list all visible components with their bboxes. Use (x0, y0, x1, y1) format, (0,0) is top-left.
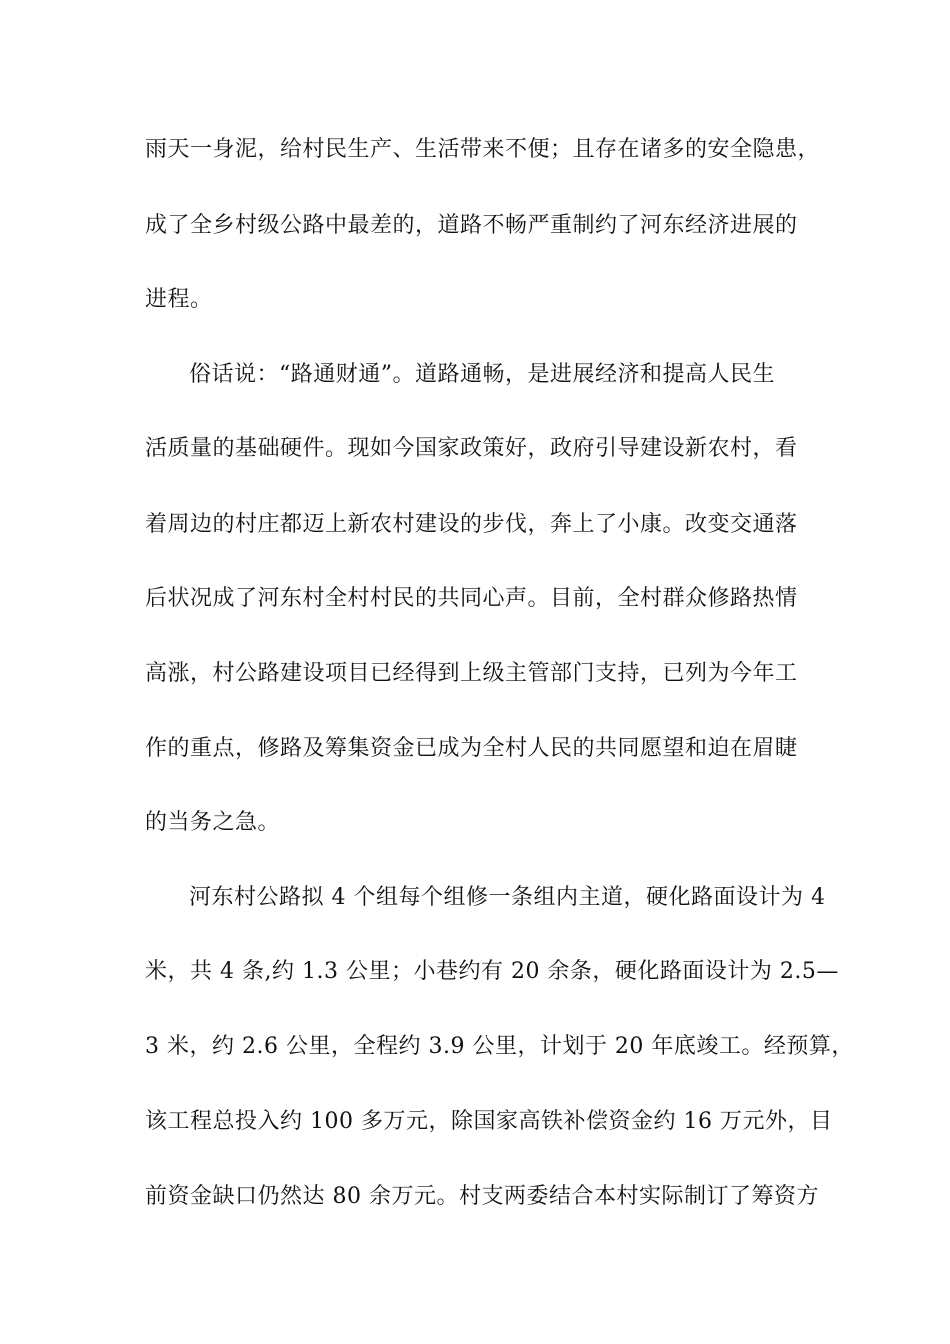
paragraph-first-line: 俗话说：“路通财通”。道路通畅，是进展经济和提高人民生 (189, 362, 775, 387)
text-line: 活质量的基础硬件。现如今国家政策好，政府引导建设新农村，看 (145, 436, 798, 461)
text-line: 米，共 4 条,约 1.3 公里；小巷约有 20 余条，硬化路面设计为 2.5— (145, 959, 839, 984)
text-line: 该工程总投入约 100 多万元，除国家高铁补偿资金约 16 万元外，目 (145, 1109, 833, 1134)
text-line: 的当务之急。 (145, 810, 281, 835)
text-line: 雨天一身泥，给村民生产、生活带来不便；且存在诸多的安全隐患， (145, 137, 821, 162)
text-line: 进程。 (145, 287, 213, 312)
text-line: 成了全乡村级公路中最差的，道路不畅严重制约了河东经济进展的 (145, 213, 798, 238)
text-line: 3 米，约 2.6 公里，全程约 3.9 公里，计划于 20 年底竣工。经预算， (145, 1034, 854, 1059)
text-line: 前资金缺口仍然达 80 余万元。村支两委结合本村实际制订了筹资方 (145, 1184, 819, 1209)
text-line: 高涨，村公路建设项目已经得到上级主管部门支持，已列为今年工 (145, 661, 798, 686)
paragraph-first-line: 河东村公路拟 4 个组每个组修一条组内主道，硬化路面设计为 4 (189, 885, 826, 910)
text-line: 后状况成了河东村全村村民的共同心声。目前，全村群众修路热情 (145, 586, 798, 611)
text-line: 着周边的村庄都迈上新农村建设的步伐，奔上了小康。改变交通落 (145, 512, 798, 537)
text-line: 作的重点，修路及筹集资金已成为全村人民的共同愿望和迫在眉睫 (145, 736, 798, 761)
